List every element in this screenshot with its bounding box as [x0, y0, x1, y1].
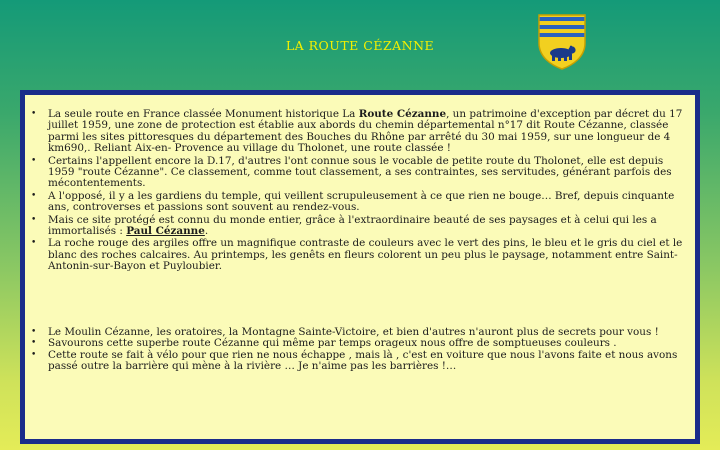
list-item: • La roche rouge des argiles offre un magnifique contraste de couleurs avec le vert des pins, le bleu et le gris du ciel et le blanc des roches calcaires. Au printemps, les genêts en fleurs colorent un peu plus le paysage, notamment entre Saint-Antonin-sur-Bayon et Puyloubier. [25, 238, 695, 272]
paul-cezanne-link[interactable]: Paul Cézanne [126, 225, 205, 238]
list-item: • Savourons cette superbe route Cézanne qui même par temps orageux nous offre de somptueuses couleurs . [25, 338, 695, 349]
list-item: • La seule route en France classée Monument historique La Route Cézanne, un patrimoine d'exception par décret du 17 juillet 1959, une zone de protection est établie aux abords du chemin départemental n°17 dit Route Cézanne, classée parmi les sites pittoresques du département des Bouches du Rhône par arrêté du 30 mai 1959, sur une longueur de 4 km690,. Reliant Aix-en- Provence au village du Tholonet, une route classée ! [25, 109, 695, 155]
list-item: • Mais ce site protégé est connu du monde entier, grâce à l'extraordinaire beauté de ses paysages et à celui qui les a immortalisés : Paul Cézanne. [25, 215, 695, 238]
list-item: • Cette route se fait à vélo pour que rien ne nous échappe , mais là , c'est en voiture que nous l'avons faite et nous avons passé outre la barrière qui mène à la rivière … Je n'aime pas les barrières !… [25, 350, 695, 373]
list-item: • Certains l'appellent encore la D.17, d'autres l'ont connue sous le vocable de petite route du Tholonet, elle est depuis 1959 "route Cézanne". Ce classement, comme tout classement, a ses contraintes, ses servitudes, générant parfois des mécontentements. [25, 156, 695, 190]
bullet-list-secondary [25, 327, 695, 373]
list-item: • Le Moulin Cézanne, les oratoires, la Montagne Sainte-Victoire, et bien d'autres n'auront plus de secrets pour vous ! [25, 327, 695, 338]
list-item: • A l'opposé, il y a les gardiens du temple, qui veillent scrupuleusement à ce que rien ne bouge… Bref, depuis cinquante ans, controverses et passions sont souvent au rendez-vous. [25, 191, 695, 214]
content-panel [20, 90, 700, 444]
crest-shield-icon [537, 13, 587, 71]
route-cezanne-bold: Route Cézanne [358, 108, 447, 120]
bullet-list-main [25, 109, 695, 273]
page-title: LA ROUTE CÉZANNE [285, 38, 435, 53]
